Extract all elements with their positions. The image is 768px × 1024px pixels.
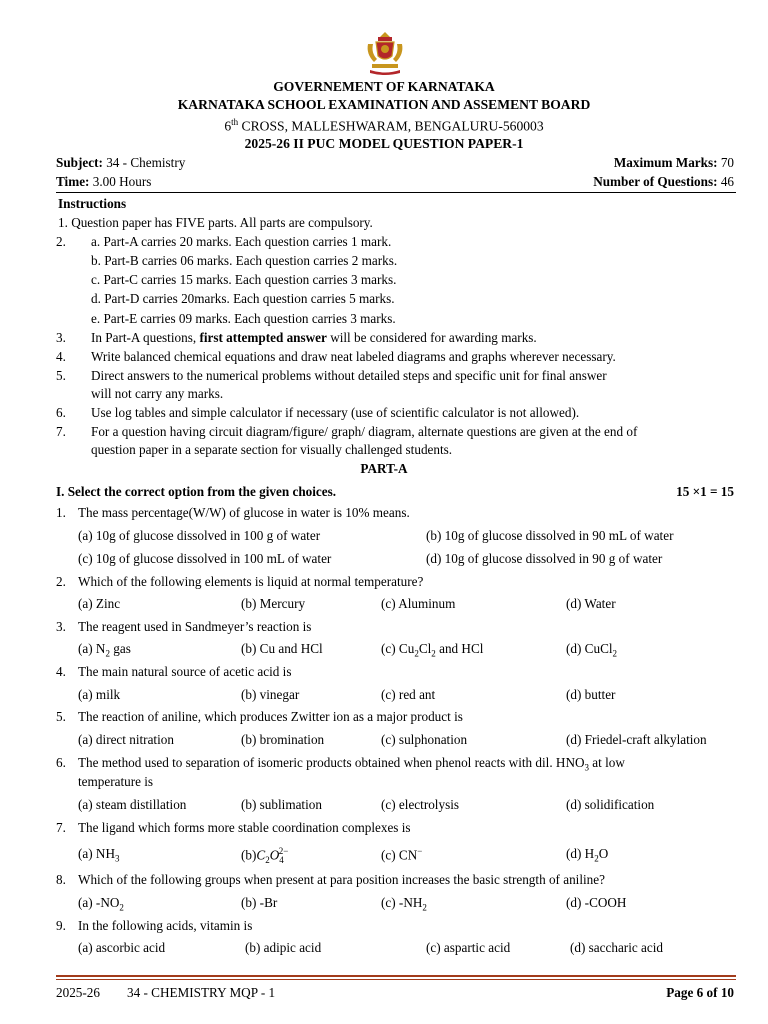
board-title: KARNATAKA SCHOOL EXAMINATION AND ASSEMENT BOARD [177, 97, 591, 112]
option-c: (c) $Cu_2Cl_2$ and HCl [381, 641, 484, 659]
government-title: GOVERNEMENT OF KARNATAKA [273, 79, 495, 94]
option-b: $(b)C_2O_4^{2-}$ [241, 846, 289, 866]
instruction-number: 5. [56, 368, 66, 383]
option-b: (b) bromination [241, 732, 325, 747]
instruction-2d: d. Part-D carries 20marks. Each question carries 5 marks. [91, 291, 395, 306]
option-a: (a) milk [78, 687, 121, 702]
option-c: (c) aspartic acid [426, 940, 511, 955]
option-d: (d) CuCl$_2$ [566, 641, 618, 659]
footer-rule [56, 975, 736, 977]
option-d: (d) saccharic acid [570, 940, 663, 955]
question-number: 1. [56, 505, 66, 520]
question-2: Which of the following elements is liquid at normal temperature? [78, 574, 424, 589]
instruction-1: 1. Question paper has FIVE parts. All parts are compulsory. [58, 215, 373, 230]
instruction-5: Direct answers to the numerical problems without detailed steps and specific unit for final answer [91, 368, 607, 383]
divider [56, 192, 736, 193]
option-b: (b) vinegar [241, 687, 300, 702]
option-a: (a) steam distillation [78, 797, 187, 812]
footer-paper-code: 34 - CHEMISTRY MQP - 1 [127, 985, 276, 1000]
question-number: 8. [56, 872, 66, 887]
question-9: In the following acids, vitamin is [78, 918, 253, 933]
option-d: (d) $H_2O$ [566, 846, 609, 864]
option-d: (d) butter [566, 687, 616, 702]
question-number: 5. [56, 709, 66, 724]
option-c: (c) electrolysis [381, 797, 459, 812]
footer-year: 2025-26 [56, 985, 100, 1000]
option-d: (d) -COOH [566, 895, 627, 910]
option-c: (c) 10g of glucose dissolved in 100 mL of water [78, 551, 332, 566]
question-6-cont: temperature is [78, 774, 154, 789]
instruction-2c: c. Part-C carries 15 marks. Each question carries 3 marks. [91, 272, 397, 287]
question-number: 9. [56, 918, 66, 933]
board-address: 6th CROSS, MALLESHWARAM, BENGALURU-560003 [224, 117, 544, 134]
option-c: (c) sulphonation [381, 732, 468, 747]
option-d: (d) solidification [566, 797, 655, 812]
instruction-number: 2. [56, 234, 66, 249]
instruction-number: 7. [56, 424, 66, 439]
question-6: The method used to separation of isomeric products obtained when phenol reacts with dil. $HNO_3$ at low [78, 755, 625, 773]
question-number: 3. [56, 619, 66, 634]
option-c: (c) red ant [381, 687, 436, 702]
option-b: (b) -Br [241, 895, 278, 910]
option-a: (a) 10g of glucose dissolved in 100 g of water [78, 528, 321, 543]
question-paper-page: GOVERNEMENT OF KARNATAKA KARNATAKA SCHOOL EXAMINATION AND ASSEMENT BOARD 6th CROSS, MALLESHWARAM, BENGALURU-560003 2025-26 II PUC MODEL QUESTION PAPER-1 Subject: 34 - Chemistry Maximum Marks: 70 Time: 3.00 Hours Number of Questions: 46 Instructions 1. Question paper has FIVE parts. All parts are compulsory. 2. a. Part-A carries 20 marks. Each question carries 1 mark. b. Part-B carries 06 marks. Each question carries 2 marks. c. Part-C carries 15 marks. Each question carries 3 marks. d. Part-D carries 20marks. Each question carries 5 marks. e. Part-E carries 09 marks. Each question carries 3 marks. 3. In Part-A questions, first attempted answer will be considered for awarding marks. 4. Write balanced chemical equations and draw neat labeled diagrams and graphs wherever necessary. 5. Direct answers to the numerical problems without detailed steps and specific unit for final answer will not carry any marks. 6. Use log tables and simple calculator if necessary (use of scientific calculator is not allowed). 7. For a question having circuit diagram/figure/ graph/ diagram, alternate questions are given at the end of question paper in a separate section for visually challenged students. PART-A I. Select the correct option from the given choices. 15 ×1 = 15 1. The mass percentage(W/W) of glucose in water is 10% means. (a) 10g of glucose dissolved in 100 g of water (b) 10g of glucose dissolved in 90 mL of water (c) 10g of glucose dissolved in 100 mL of water (d) 10g of glucose dissolved in 90 g of water 2. Which of the following elements is liquid at normal temperature? (a) Zinc (b) Mercury (c) Aluminum (d) Water 3. The reagent used in Sandmeyer’s reaction is (a) $N_2$ gas (b) Cu and HCl (c) $Cu_2Cl_2$ and HCl (d) CuCl$_2$ 4. The main natural source of acetic acid is (a) milk (b) vinegar (c) red ant (d) butter 5. The reaction of aniline, which produces Zwitter ion as a major product is (a) direct nitration (b) bromination (c) sulphonation (d) Friedel-craft alkylation 6. The method used to separation of isomeric products obtained when phenol reacts with dil. $HNO_3$ at low temperature is (a) steam distillation (b) sublimation (c) electrolysis (d) solidification 7. The ligand which forms more stable coordination complexes is (a) $NH_3$ $(b)C_2O_4^{2-}$ (c) CN− (d) $H_2O$ 8. Which of the following groups when present at para position increases the basic strength of aniline? (a) $-NO_2$ (b) -Br (c) $-NH_2$ (d) -COOH 9. In the following acids, vitamin is (a) ascorbic acid (b) adipic acid (c) aspartic acid (d) saccharic acid 2025-26 34 - CHEMISTRY MQP - 1 Page 6 of 10 [0, 0, 768, 1024]
option-c: (c) CN− [381, 846, 423, 863]
question-5: The reaction of aniline, which produces Zwitter ion as a major product is [78, 709, 463, 724]
option-a: (a) $N_2$ gas [78, 641, 131, 659]
question-7: The ligand which forms more stable coordination complexes is [78, 820, 411, 835]
option-a: (a) ascorbic acid [78, 940, 166, 955]
option-b: (b) adipic acid [245, 940, 322, 955]
instruction-2e: e. Part-E carries 09 marks. Each question carries 3 marks. [91, 311, 396, 326]
option-a: (a) $NH_3$ [78, 846, 120, 864]
question-1: The mass percentage(W/W) of glucose in water is 10% means. [78, 505, 410, 520]
question-8: Which of the following groups when present at para position increases the basic strength of aniline? [78, 872, 605, 887]
instruction-2a: a. Part-A carries 20 marks. Each question carries 1 mark. [91, 234, 392, 249]
instruction-number: 3. [56, 330, 66, 345]
instructions-title: Instructions [58, 196, 127, 211]
option-b: (b) Cu and HCl [241, 641, 323, 656]
option-b: (b) sublimation [241, 797, 322, 812]
instruction-5-cont: will not carry any marks. [91, 386, 224, 401]
karnataka-emblem-icon [364, 30, 406, 76]
instruction-number: 6. [56, 405, 66, 420]
option-a: (a) direct nitration [78, 732, 174, 747]
option-a: (a) Zinc [78, 596, 121, 611]
option-b: (b) Mercury [241, 596, 306, 611]
option-a: (a) $-NO_2$ [78, 895, 124, 913]
footer-page-number: Page 6 of 10 [666, 985, 734, 1000]
option-d: (d) 10g of glucose dissolved in 90 g of water [426, 551, 663, 566]
instruction-number: 4. [56, 349, 66, 364]
instruction-7-cont: question paper in a separate section for visually challenged students. [91, 442, 453, 457]
instruction-6: Use log tables and simple calculator if necessary (use of scientific calculator is not allowed). [91, 405, 580, 420]
question-number: 4. [56, 664, 66, 679]
question-number: 7. [56, 820, 66, 835]
footer-rule-thin [56, 979, 736, 980]
option-b: (b) 10g of glucose dissolved in 90 mL of water [426, 528, 674, 543]
question-3: The reagent used in Sandmeyer’s reaction is [78, 619, 312, 634]
question-4: The main natural source of acetic acid is [78, 664, 292, 679]
question-number: 6. [56, 755, 66, 770]
instruction-7: For a question having circuit diagram/figure/ graph/ diagram, alternate questions are given at the end of [91, 424, 638, 439]
option-c: (c) Aluminum [381, 596, 456, 611]
question-number: 2. [56, 574, 66, 589]
instruction-2b: b. Part-B carries 06 marks. Each question carries 2 marks. [91, 253, 398, 268]
instruction-4: Write balanced chemical equations and draw neat labeled diagrams and graphs wherever necessary. [91, 349, 616, 364]
option-d: (d) Water [566, 596, 616, 611]
option-d: (d) Friedel-craft alkylation [566, 732, 707, 747]
paper-title: 2025-26 II PUC MODEL QUESTION PAPER-1 [244, 136, 524, 151]
instruction-3: In Part-A questions, first attempted answer will be considered for awarding marks. [91, 330, 537, 345]
option-c: (c) $-NH_2$ [381, 895, 427, 913]
part-a-title: PART-A [360, 461, 408, 476]
